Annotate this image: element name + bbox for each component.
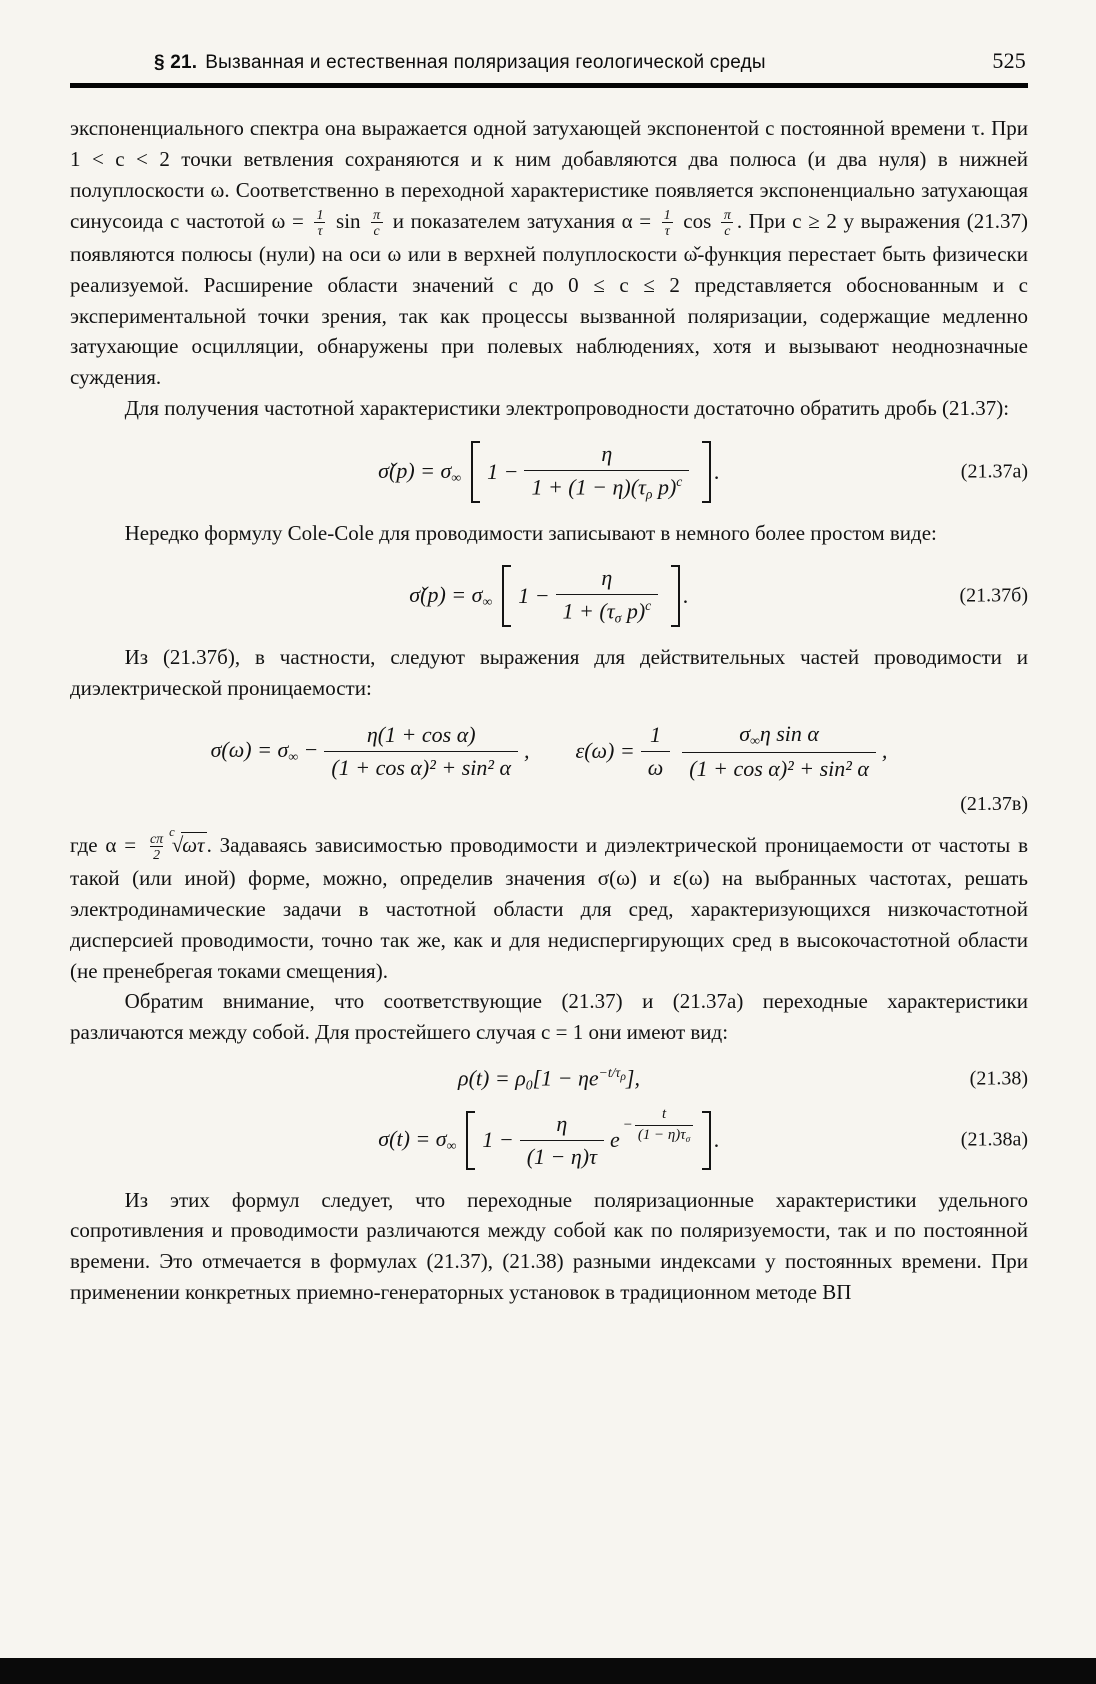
fraction-numerator: π (373, 206, 381, 222)
text-run: (1 − η)τ (637, 1126, 686, 1143)
paragraph-6: Обратим внимание, что соответствующие (21.37) и (21.37а) переходные характеристики различаются между собой. Для простейшего случая c = 1 они имеют вид: (70, 989, 1028, 1045)
text-run: , (524, 738, 530, 764)
text-run: ω (647, 754, 664, 780)
subscript: σ (685, 1134, 691, 1145)
fraction-denominator (324, 751, 518, 781)
fraction-numerator: 1 (663, 206, 671, 222)
running-header-text (70, 52, 992, 74)
equation-body (458, 1065, 640, 1094)
text-run: . При c ≥ 2 у выражения (21.37) появляются полюсы (нули) на оси ω или в верхней полуплоскости ω̌-функция перестает быть физически реализуемой. Расширение области значений c до 0 ≤ c ≤ 2 представляется обоснованным и с экспериментальной точки зрения, так как процессы вызванной поляризации, содержащие медленно затухающие осцилляции, обнаружены при полевых наблюдениях, хотя и вызывают неоднозначные суждения. (70, 208, 1028, 390)
paragraph-7: Из этих формул следует, что переходные поляризационные характеристики удельного сопротивления и проводимости различаются между собой как по поляризуемости, так и по постоянной времени. Это отмечается в формулах (21.37), (21.38) разными индексами у постоянных времени. При применении конкретных приемно-генераторных установок в традиционном методе ВП (70, 1187, 1028, 1305)
equation-number: (21.37б) (959, 584, 1028, 607)
text-run: , (881, 738, 888, 764)
radical-index: c (169, 824, 175, 839)
fraction-numerator: cπ (149, 830, 164, 846)
fraction-denominator (641, 751, 671, 781)
text-run: где α = (70, 832, 144, 857)
subscript: ∞ (451, 469, 462, 485)
inline-fraction (721, 207, 734, 239)
equation-number: (21.37а) (960, 460, 1028, 483)
equation-lhs (378, 458, 461, 486)
fraction (324, 722, 518, 781)
fraction-numerator (360, 722, 483, 751)
text-run: (1 + cos α)² + sin² α (331, 754, 512, 780)
text-run: η (601, 440, 613, 466)
fraction-denominator (556, 594, 659, 627)
left-bracket (502, 565, 511, 627)
left-bracket (471, 441, 480, 503)
subscript: ρ (620, 1070, 626, 1084)
exponent-group (623, 1106, 695, 1145)
text-run: σ̌(p) = σ (409, 582, 483, 608)
text-run: (1 + cos α)² + sin² α (689, 755, 869, 781)
superscript (598, 1065, 626, 1084)
text-run: p) (621, 598, 646, 624)
right-bracket (702, 441, 711, 503)
text-run: η(1 + cos α) (366, 721, 476, 747)
text-run: 1 − (482, 1127, 514, 1153)
paragraph-3: Нередко формулу Cole-Cole для проводимости записывают в немного более простом виде: (124, 520, 937, 545)
text-run: σ(t) = σ (378, 1126, 447, 1152)
subscript: ∞ (750, 732, 760, 748)
text-run: sin (329, 208, 368, 233)
fraction-numerator: π (723, 206, 731, 222)
text-run: (1 − η)τ (526, 1143, 597, 1169)
fraction-denominator: τ (314, 222, 325, 239)
section-number: § 21. (154, 52, 198, 73)
text-run: [1 − ηe (532, 1065, 599, 1091)
inline-fraction (370, 207, 383, 239)
text-run: η (556, 1110, 568, 1136)
equation-21-38 (70, 1065, 1028, 1094)
fraction-denominator (520, 1140, 604, 1170)
fraction-denominator: c (721, 222, 733, 239)
right-bracket (671, 565, 680, 627)
equation-body (378, 1106, 720, 1170)
fraction (682, 721, 876, 782)
text-run: σ(ω) = σ (210, 737, 289, 763)
paragraph-1 (70, 113, 1028, 393)
subscript: 0 (525, 1077, 533, 1093)
subscript: ∞ (446, 1138, 457, 1154)
text-run: 1 − (487, 458, 519, 484)
fraction-numerator (732, 721, 826, 752)
fraction-denominator (682, 752, 876, 782)
fraction-numerator (594, 441, 619, 470)
equation-21-38a (70, 1106, 1028, 1170)
text-run: 1 + (τ (562, 598, 615, 624)
text-run: 1 + (1 − η)(τ (531, 474, 646, 500)
equation-21-37a (70, 441, 1028, 503)
right-bracket (702, 1111, 711, 1170)
inline-fraction (661, 207, 674, 239)
equation-number: (21.38а) (960, 1128, 1028, 1151)
inline-fraction (313, 207, 326, 239)
header-rule (70, 83, 1028, 88)
fraction (524, 441, 689, 503)
fraction-denominator (635, 1125, 693, 1146)
fraction-numerator (594, 565, 619, 594)
text-run: p) (652, 474, 677, 500)
text-run: − (622, 1117, 633, 1134)
text-run: η sin α (759, 720, 819, 746)
fraction-numerator (549, 1111, 574, 1140)
equation-21-37b (70, 565, 1028, 627)
fraction (641, 722, 671, 781)
fraction-numerator (659, 1106, 669, 1125)
equation-body (211, 721, 888, 782)
equation-lhs (409, 582, 492, 610)
text-run: . (714, 1127, 720, 1153)
text-run: σ̌(p) = σ (378, 457, 452, 483)
radical-sign-icon: √ (171, 832, 184, 857)
superscript: c (645, 598, 652, 614)
text-run: . (683, 583, 689, 609)
equation-lhs (378, 1126, 456, 1154)
text-run: ρ(t) = ρ (458, 1065, 526, 1091)
equation-number: (21.38) (969, 1067, 1028, 1090)
text-run: cos (676, 208, 718, 233)
radicand: ωτ (182, 832, 205, 857)
text-run: σ (739, 720, 751, 746)
equation-number-line (70, 793, 1028, 816)
fraction-denominator (524, 470, 689, 503)
running-title: Вызванная и естественная поляризация геологической среды (205, 52, 766, 73)
fraction (635, 1106, 693, 1145)
radical-expression (169, 824, 206, 857)
subscript: σ (614, 610, 622, 626)
text-run: . (714, 458, 720, 484)
equation-body (409, 565, 688, 627)
equation-lhs (211, 737, 319, 765)
text-run: −t/τ (598, 1065, 621, 1081)
text-run: и показателем затухания α = (386, 208, 658, 233)
text-run: e (609, 1127, 620, 1153)
text-run: 1 − (518, 583, 550, 609)
left-bracket (466, 1111, 475, 1170)
subscript: ∞ (482, 594, 493, 610)
fraction-denominator: c (371, 222, 383, 239)
fraction (520, 1111, 604, 1170)
fraction-numerator: 1 (316, 206, 324, 222)
equation-number: (21.37в) (960, 792, 1028, 815)
page-number: 525 (992, 48, 1026, 73)
paragraph-4: Из (21.37б), в частности, следуют выражения для действительных частей проводимости и диэлектрической проницаемости: (70, 644, 1028, 700)
paragraph-5 (70, 824, 1028, 987)
fraction-denominator: 2 (150, 846, 163, 863)
fraction-numerator (643, 722, 668, 751)
paragraph-2: Для получения частотной характеристики электропроводности достаточно обратить дробь (21.37): (124, 396, 1010, 421)
inline-fraction (147, 831, 166, 863)
fraction-denominator: τ (662, 222, 673, 239)
subscript: ρ (645, 486, 653, 502)
scan-edge-artifact (0, 1658, 1096, 1684)
superscript: c (676, 473, 683, 489)
text-run: ], (625, 1065, 640, 1091)
text-run: . Задаваясь зависимостью проводимости и диэлектрической проницаемости от частоты в такой (или иной) форме, можно, определив значения σ(ω) и ε(ω) на выбранных частотах, решать электродинамические задачи в частотной области для сред, характеризующихся низкочастотной дисперсией проводимости, точно так же, как и для недиспергирующих сред в высокочастотной области (не пренебрегая токами смещения). (70, 832, 1028, 983)
text-run: − (298, 737, 319, 763)
text-run: t (661, 1106, 667, 1123)
text-run: η (601, 565, 613, 591)
running-header (70, 48, 1028, 74)
text-run: 1 (650, 721, 661, 747)
equation-21-37v (70, 721, 1028, 782)
fraction (556, 565, 659, 627)
equation-lhs: ε(ω) = (575, 738, 635, 764)
equation-body (378, 441, 720, 503)
text-run: экспоненциального спектра она выражается одной затухающей экспонентой с постоянной времени τ. При 1 < c < 2 точки ветвления сохраняются и к ним добавляются два полюса (и два нуля) в нижней полуплоскости ω. Соответственно в переходной характеристике появляется экспоненциально затухающая синусоида с частотой ω = (70, 116, 1028, 233)
subscript: ∞ (288, 749, 299, 765)
